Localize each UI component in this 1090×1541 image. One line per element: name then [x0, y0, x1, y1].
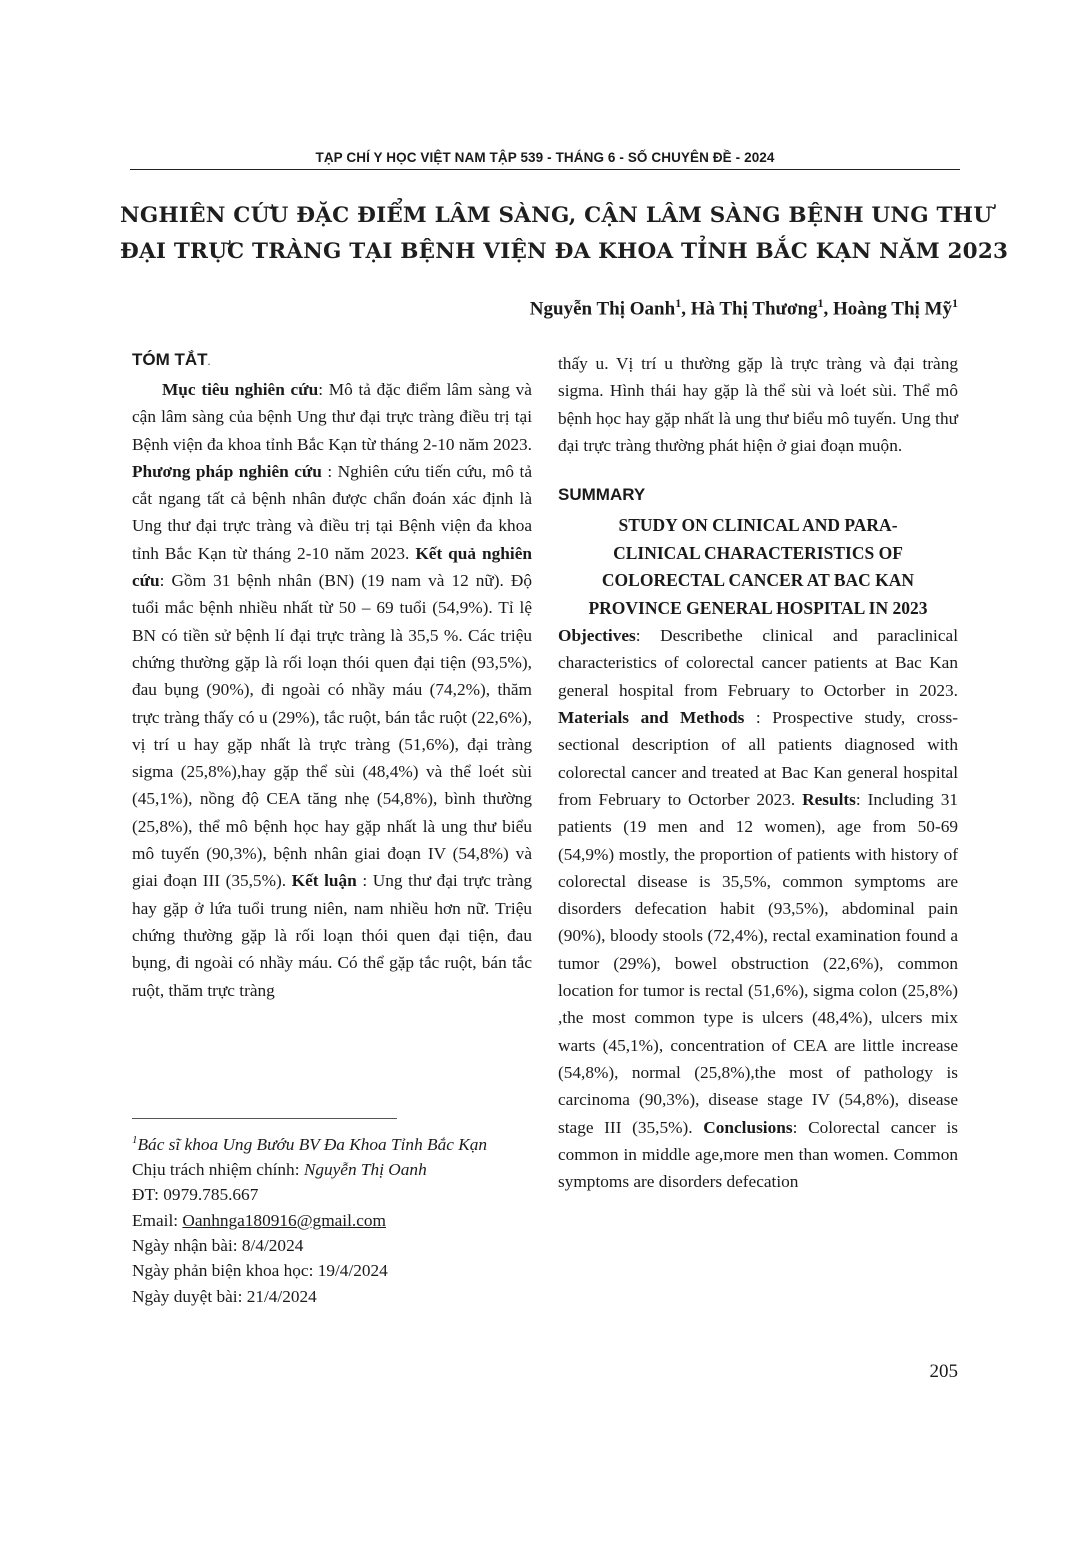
- conclusions-text-en: : Colorectal cancer is common in middle age,more men than women. Common symptoms are disorders defecation: [558, 1117, 958, 1192]
- abstract-heading: TÓM TẮT.: [132, 350, 211, 369]
- methods-text: : Nghiên cứu tiến cứu, mô tả cắt ngang tất cả bệnh nhân được chẩn đoán xác định là Ung thư đại trực tràng và điều trị tại Bệnh viện đa khoa tỉnh Bắc Kạn từ tháng 2-10 năm 2023.: [132, 461, 533, 563]
- results-label-en: Results: [802, 789, 856, 809]
- objective-text: : Mô tả đặc điểm lâm sàng và cận lâm sàng của bệnh Ung thư đại trực tràng điều trị tại Bệnh viện đa khoa tỉnh Bắc Kạn từ tháng 2-10 năm 2023.: [132, 380, 532, 454]
- conclusions-label-en: Conclusions: [703, 1117, 793, 1137]
- conclusion-label: Kết luận: [291, 871, 357, 891]
- title-line-2: ĐẠI TRỰC TRÀNG TẠI BỆNH VIỆN ĐA KHOA TỈNH BẮC KẠN NĂM 2023: [120, 239, 1009, 264]
- author-name: Hoàng Thị Mỹ: [833, 298, 952, 320]
- header-rule: [130, 169, 960, 170]
- objective-label: Mục tiêu nghiên cứu: [162, 380, 319, 399]
- objectives-text: : Describethe clinical and paraclinical characteristics of colorectal cancer patients at Bac Kan general hospital from February to Octorber in 2023.: [558, 626, 958, 700]
- results-text: : Gồm 31 bệnh nhân (BN) (19 nam và 12 nữ). Độ tuổi mắc bệnh nhiều nhất từ 50 – 69 tuổi (54,9%). Tỉ lệ BN có tiền sử bệnh lí đại trực tràng là 35,5 %. Các triệu chứng thường gặp là rối loạn thói quen đại tiện (93,5%), đau bụng (90%), đi ngoài có nhầy máu (74,2%), thăm trực tràng thấy có u (29%), tắc ruột, bán tắc ruột (22,6%), vị trí u hay gặp nhất là trực tràng (51,6%), đại tràng sigma (25,8%),hay gặp thể sùi (48,4%) và thể loét sùi (45,1%), nồng độ CEA tăng nhẹ (54,8%), bình thường (25,8%), thể mô bệnh học hay gặp nhất là ung thư biểu mô tuyến (90,3%), bệnh nhân giai đoạn IV (54,8%) và giai đoạn III (35,5%).: [132, 571, 532, 891]
- review-date: Ngày phản biện khoa học: 19/4/2024: [132, 1261, 388, 1281]
- author-name: Hà Thị Thương: [690, 298, 818, 320]
- responsible-author: Chịu trách nhiệm chính: Nguyễn Thị Oanh: [132, 1160, 427, 1180]
- summary-heading: SUMMARY: [558, 485, 646, 505]
- conclusion-text: : Ung thư đại trực tràng hay gặp ở lứa tuổi trung niên, nam nhiều hơn nữ. Triệu chứng thường gặp là rối loạn thói quen đại tiện, đau bụng, đi ngoài có nhầy máu. Có thể gặp tắc ruột, bán tắc ruột, thăm trực tràng: [132, 871, 532, 1000]
- author-list: Nguyễn Thị Oanh$^1$, Hà Thị Thương$^1$, Hoàng Thị Mỹ$^1$: [529, 296, 958, 320]
- email-link[interactable]: Oanhnga180916@gmail.com: [182, 1210, 386, 1230]
- abstract-vi-continuation: thấy u. Vị trí u thường gặp là trực tràng và đại tràng sigma. Hình thái hay gặp là thể sùi và loét sùi. Thể mô bệnh học hay gặp nhất là ung thư biểu mô tuyến. Ung thư đại trực tràng thường phát hiện ở giai đoạn muộn.: [558, 354, 958, 455]
- summary-title: STUDY ON CLINICAL AND PARA- CLINICAL CHARACTERISTICS OF COLORECTAL CANCER AT BAC KAN PROVINCE GENERAL HOSPITAL IN 2023: [588, 515, 928, 618]
- results-label: Kết quả nghiên cứu: [132, 543, 532, 591]
- objectives-label: Objectives: [558, 626, 636, 646]
- methods-label: Phương pháp nghiên cứu: [132, 461, 322, 481]
- affiliation-note: $^1$Bác sĩ khoa Ung Bướu BV Đa Khoa Tỉnh Bắc Kạn: [132, 1134, 488, 1154]
- page-number: 205: [929, 1361, 958, 1382]
- article-title: [120, 198, 1009, 270]
- right-column: [558, 350, 958, 1195]
- left-column: [132, 346, 532, 1004]
- journal-header: TẠP CHÍ Y HỌC VIỆT NAM TẬP 539 - THÁNG 6 - SỐ CHUYÊN ĐỀ - 2024: [315, 150, 775, 165]
- summary-paragraph: [558, 622, 958, 1195]
- footnote-rule: [132, 1118, 397, 1119]
- methods-text-en: : Prospective study, cross-sectional description of all patients diagnosed with colorectal cancer and treated at Bac Kan general hospital from February to Octorber 2023.: [558, 708, 958, 809]
- author-affiliation: 1: [675, 296, 682, 310]
- results-text-en: : Including 31 patients (19 men and 12 women), age from 50-69 (54,9%) mostly, the proportion of patients with history of colorectal disease is 35,5%, common symptoms are disorders defecation habit (93,5%), abdominal pain (90%), bloody stools (72,4%), rectal examination found a tumor (29%), bowel obstruction (22,6%), common location for tumor is rectal (51,6%), sigma colon (25,8%) ,the most common type is ulcers (48,4%), ulcers mix warts (45,1%), concentration of CEA are little increase (54,8%), normal (25,8%),the most of pathology is carcinoma (90,3%), disease stage IV (54,8%), disease stage III (35,5%).: [558, 789, 958, 1137]
- accepted-date: Ngày duyệt bài: 21/4/2024: [132, 1286, 317, 1306]
- phone-line: ĐT: 0979.785.667: [132, 1185, 259, 1205]
- author-affiliation: 1: [817, 296, 824, 310]
- footnotes: [132, 1128, 532, 1309]
- author-name: Nguyễn Thị Oanh: [529, 298, 676, 320]
- abstract-vi-paragraph: [132, 376, 532, 1004]
- author-affiliation: 1: [952, 296, 958, 310]
- title-line-1: NGHIÊN CỨU ĐẶC ĐIỂM LÂM SÀNG, CẬN LÂM SÀNG BỆNH UNG THƯ: [120, 203, 993, 228]
- received-date: Ngày nhận bài: 8/4/2024: [132, 1235, 304, 1255]
- email-line: Email: Oanhnga180916@gmail.com: [132, 1210, 386, 1230]
- methods-label-en: Materials and Methods: [558, 708, 745, 728]
